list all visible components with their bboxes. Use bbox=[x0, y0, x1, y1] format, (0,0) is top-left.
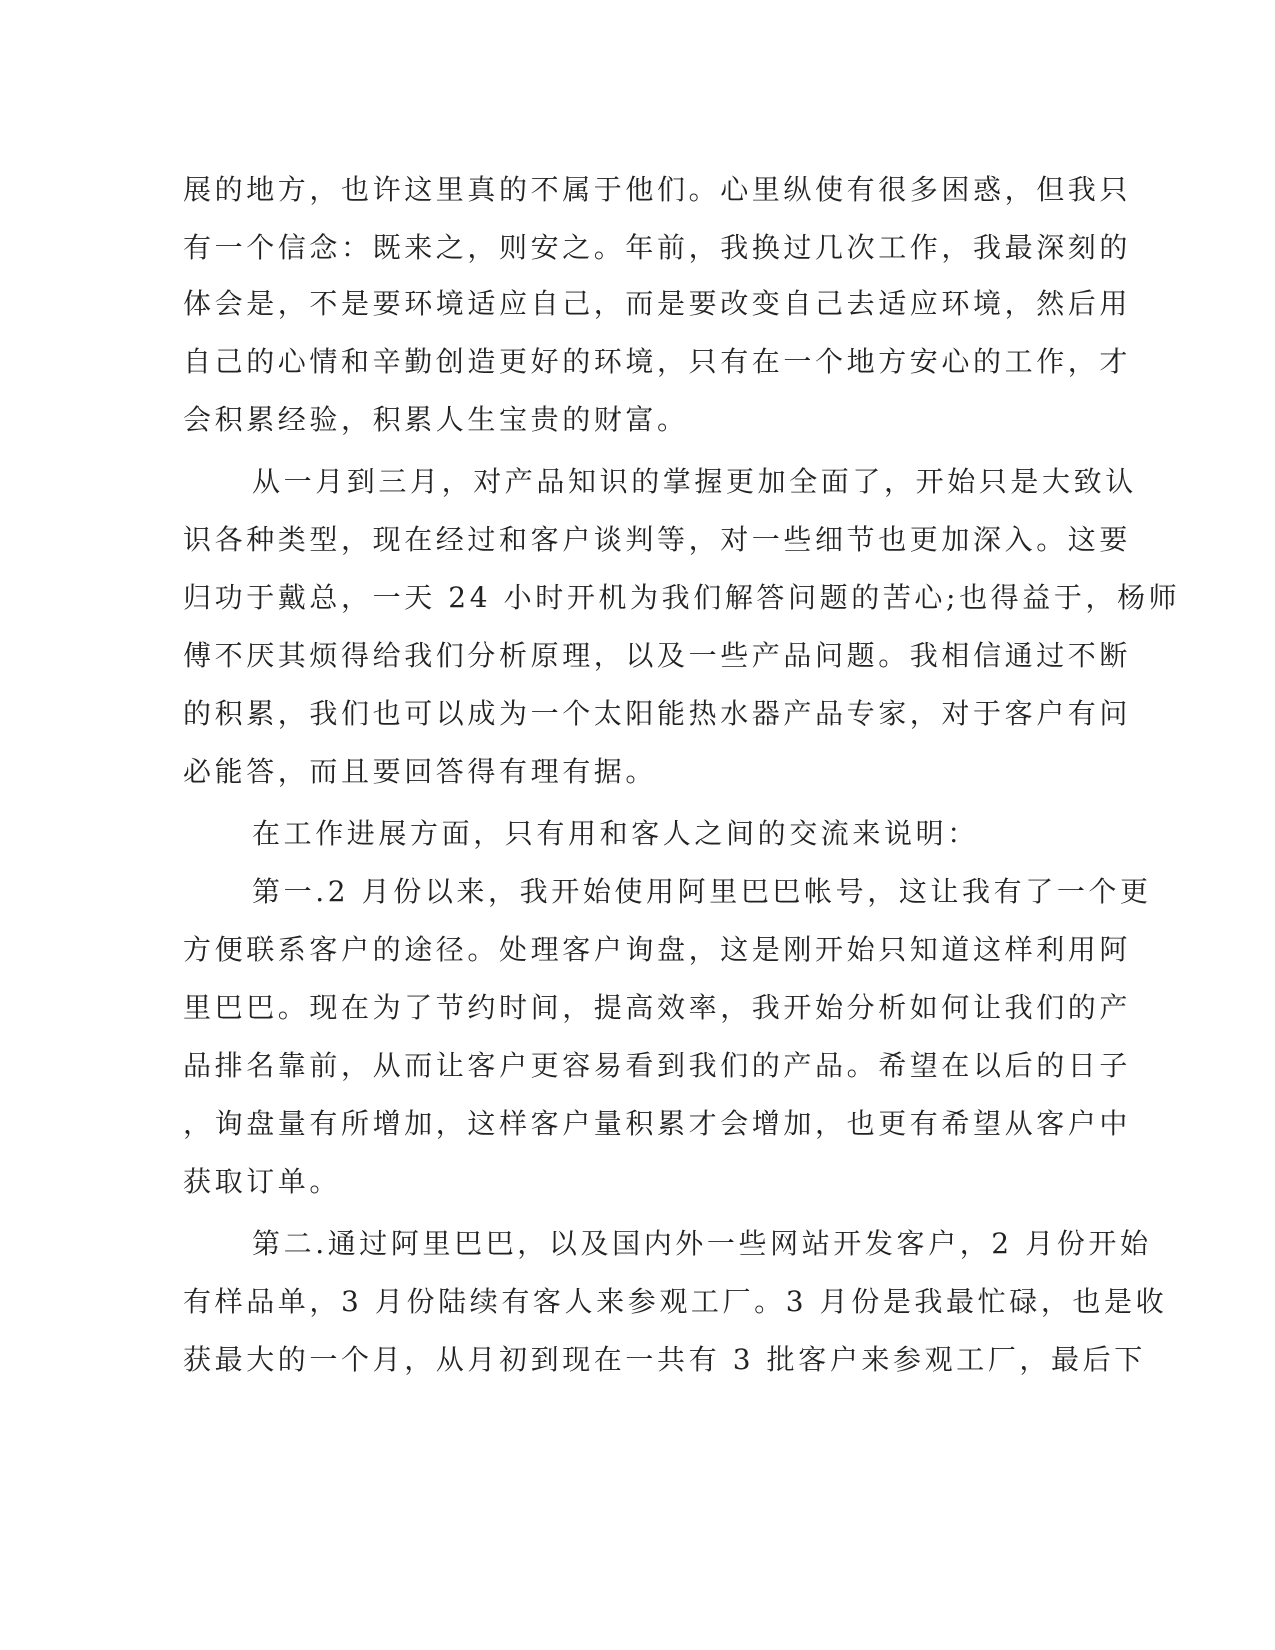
text-line: 第一.2 月份以来，我开始使用阿里巴巴帐号，这让我有了一个更 bbox=[252, 875, 1152, 908]
text-line: 获最大的一个月，从月初到现在一共有 3 批客户来参观工厂，最后下 bbox=[183, 1343, 1146, 1376]
text-line: 的积累，我们也可以成为一个太阳能热水器产品专家，对于客户有问 bbox=[183, 697, 1132, 730]
text-line: 有样品单，3 月份陆续有客人来参观工厂。3 月份是我最忙碌，也是收 bbox=[183, 1285, 1168, 1318]
text-line: 品排名靠前，从而让客户更容易看到我们的产品。希望在以后的日子 bbox=[183, 1049, 1132, 1082]
text-line: 在工作进展方面，只有用和客人之间的交流来说明： bbox=[252, 817, 979, 850]
text-line: 从一月到三月，对产品知识的掌握更加全面了，开始只是大致认 bbox=[252, 465, 1137, 498]
text-line: 必能答，而且要回答得有理有据。 bbox=[183, 755, 658, 788]
text-line: 有一个信念：既来之，则安之。年前，我换过几次工作，我最深刻的 bbox=[183, 231, 1132, 264]
text-line: 方便联系客户的途径。处理客户询盘，这是刚开始只知道这样利用阿 bbox=[183, 933, 1132, 966]
text-line: 会积累经验，积累人生宝贵的财富。 bbox=[183, 403, 689, 436]
text-line: 体会是，不是要环境适应自己，而是要改变自己去适应环境，然后用 bbox=[183, 287, 1132, 320]
text-line: 展的地方，也许这里真的不属于他们。心里纵使有很多困惑，但我只 bbox=[183, 173, 1132, 206]
text-line: 获取订单。 bbox=[183, 1165, 342, 1198]
text-line: 里巴巴。现在为了节约时间，提高效率，我开始分析如何让我们的产 bbox=[183, 991, 1132, 1024]
text-line: ，询盘量有所增加，这样客户量积累才会增加，也更有希望从客户中 bbox=[183, 1107, 1132, 1140]
text-line: 识各种类型，现在经过和客户谈判等，对一些细节也更加深入。这要 bbox=[183, 523, 1132, 556]
text-line: 归功于戴总，一天 24 小时开机为我们解答问题的苦心;也得益于，杨师 bbox=[183, 581, 1181, 614]
text-line: 自己的心情和辛勤创造更好的环境，只有在一个地方安心的工作，才 bbox=[183, 345, 1132, 378]
text-line: 第二.通过阿里巴巴，以及国内外一些网站开发客户，2 月份开始 bbox=[252, 1227, 1152, 1260]
text-line: 傅不厌其烦得给我们分析原理，以及一些产品问题。我相信通过不断 bbox=[183, 639, 1132, 672]
